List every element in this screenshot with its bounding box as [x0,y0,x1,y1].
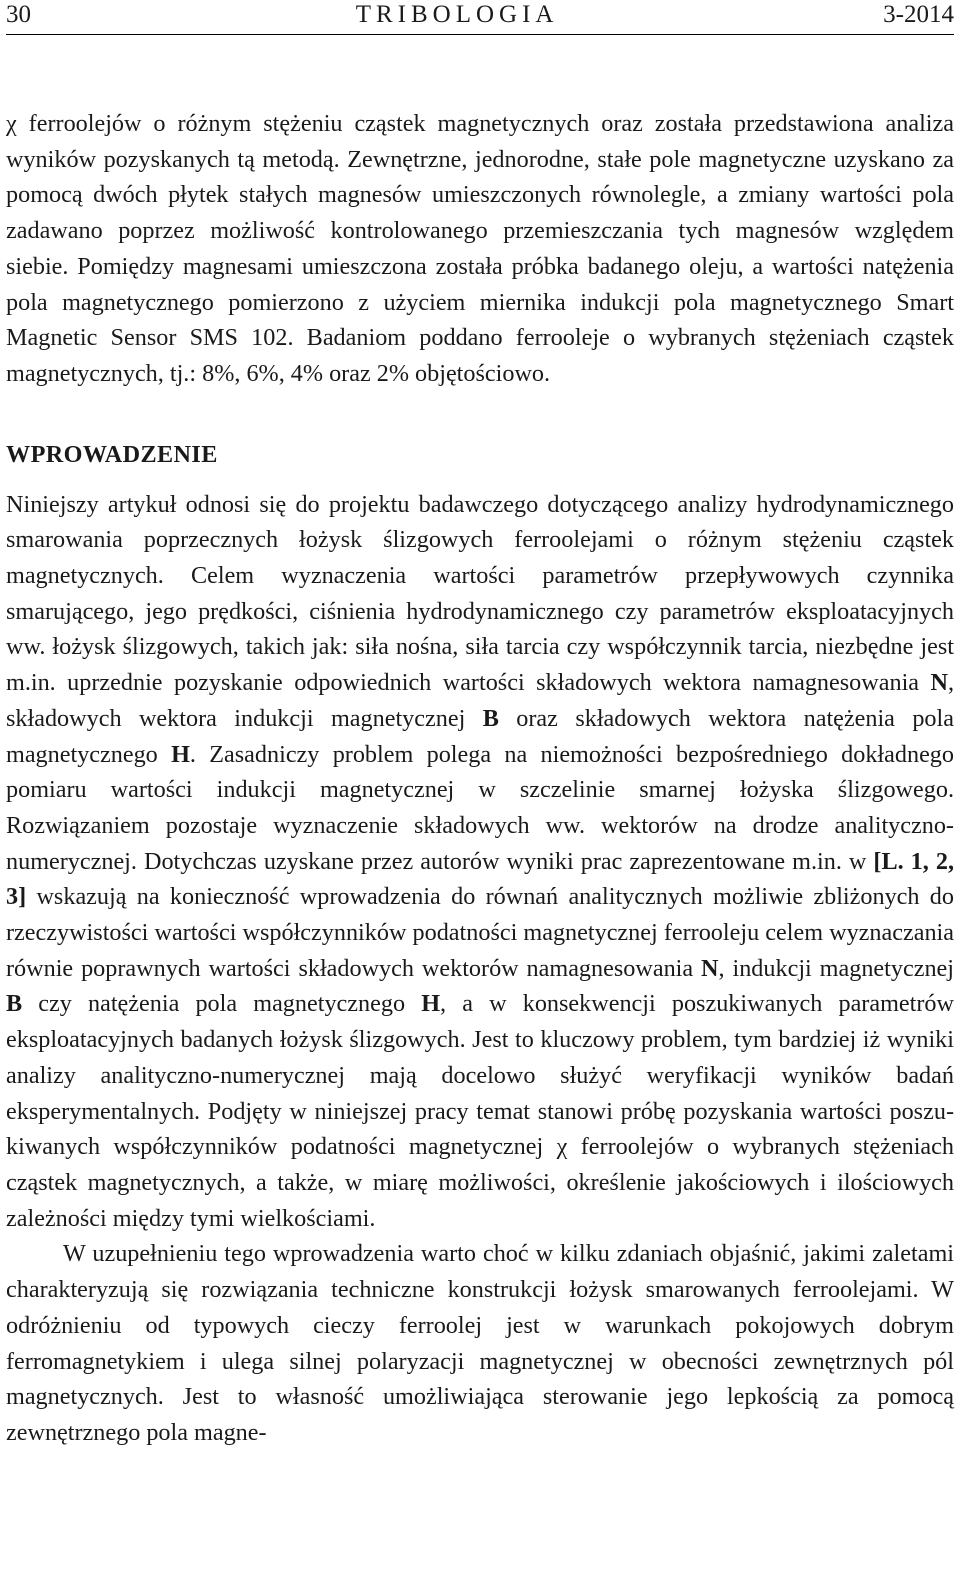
symbol-N: N [930,669,948,697]
text-run: . Zasadniczy problem polega na niemożności bezpośredniego dokładnego pomiaru wartości indukcji magnetycznej w szczelinie smarnej łożyska ślizgowego. Rozwiązaniem pozostaje wyznaczenie składowych ww. wektorów na drodze analityczno-numerycznej. Dotychczas uzyskane przez autorów wyniki prac zaprezentowane m.in. w [6,740,954,875]
body-paragraph-2: W uzupełnieniu tego wprowadzenia warto choć w kilku zdaniach objaśnić, jakimi zaletami charakteryzują się rozwiązania techniczne konstrukcji łożysk smarowanych ferroolejami. W odróżnieniu od typowych cieczy ferroolej jest w warunkach pokojowych dobrym ferromagnetykiem i ulega silnej polaryzacji magnetycznej w obecności zewnętrznych pól magnetycznych. Jest to własność umożliwiająca sterowanie jego lepkością za pomocą zewnętrznego pola magne- [6,1240,954,1446]
text-run: czy natężenia pola magnetycznego [22,990,422,1018]
page-header [6,0,954,30]
text-run: , a w konsekwencji poszukiwanych parametrów eksploatacyjnych badanych łożysk ślizgowych. Jest to kluczowy problem, tym bardziej iż wyniki analizy analityczno-numerycznej mają docelowo służyć weryfikacji wyników badań eksperymentalnych. Podjęty w niniejszej pracy temat stanowi próbę pozyskania wartości poszukiwanych współczynników podatności magnetycznej χ ferroolejów o wybranych stężeniach cząstek magnetycznych, a także, w miarę możliwości, określenie jakościowych i ilościowych zależności między tymi wielkościami. [6,990,954,1232]
symbol-N: N [701,954,719,982]
header-rule [6,34,954,35]
text-run: , składowych wektora indukcji magnetycznej [6,669,954,732]
symbol-B: B [482,704,499,732]
journal-title: TRIBOLOGIA [355,1,559,28]
text-run: wskazują na konieczność wprowadzenia do równań analitycznych możliwie zbliżonych do rzeczywistości wartości współczynników podatności magnetycznej ferrooleju celem wyznaczania równie poprawnych wartości składowych wektorów namagnesowania [6,883,954,982]
page-number: 30 [6,1,31,28]
citation: [L. 1, 2, 3] [6,847,954,911]
symbol-B: B [6,990,23,1018]
section-heading: WPROWADZENIE [6,440,218,468]
text-run: Niniejszy artykuł odnosi się do projektu badawczego dotyczącego analizy hydrodynamicznego smarowania poprzecznych łożysk ślizgowych ferroolejami o różnym stężeniu cząstek magnetycznych. Celem wyznaczenia wartości parametrów przepływowych czynnika smarującego, jego prędkości, ciśnienia hydrodynamicznego czy parametrów eksploatacyjnych ww. łożysk ślizgowych, takich jak: siła nośna, siła tarcia czy współczynnik tarcia, niezbędne jest m.in. uprzednie pozyskanie odpowiednich wartości składowych wektora namagnesowania [6,490,954,697]
symbol-H: H [421,990,441,1018]
text-run: oraz składowych wektora natężenia pola magnetycznego [6,704,954,768]
symbol-H: H [171,740,190,768]
intro-paragraph: χ ferroolejów o różnym stężeniu cząstek magnetycznych oraz została przedstawiona analiza wyników pozyskanych tą metodą. Zewnętrzne, jednorodne, stałe pole magnetyczne uzyskano za pomocą dwóch płytek stałych magnesów umieszczonych równolegle, a zmiany wartości pola zadawano poprzez możliwość kontrolowanego przemieszczania tych magnesów względem siebie. Pomiędzy magnesami umieszczona została próbka badanego oleju, a wartości natężenia pola magnetycznego pomierzono z użyciem miernika indukcji pola magnetycznego Smart Magnetic Sensor SMS 102. Badaniom poddano ferrooleje o wybranych stężeniach cząstek magnetycznych, tj.: 8%, 6%, 4% oraz 2% objętościowo. [6,110,954,387]
issue-number: 3-2014 [883,1,954,28]
text-run: , indukcji magnetycznej [718,954,954,982]
body-paragraph-1 [6,487,954,1237]
article-body [6,106,954,1451]
